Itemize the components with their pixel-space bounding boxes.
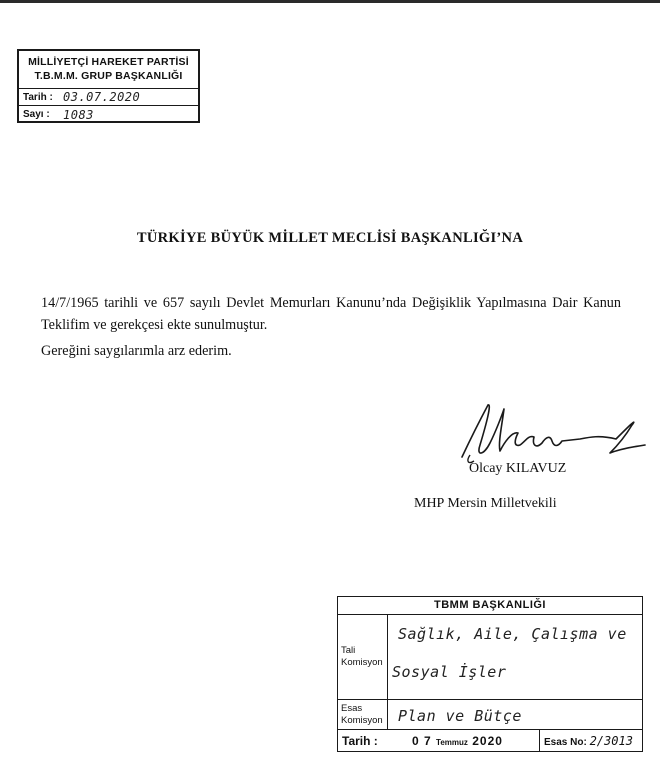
stamp-date-row [19, 89, 198, 106]
party-stamp [17, 49, 200, 123]
tarih-year: 2020 [472, 734, 503, 748]
signer-title: MHP Mersin Milletvekili [414, 496, 557, 511]
tali-komisyon-row [338, 615, 642, 700]
stamp-group-name: T.B.M.M. GRUP BAŞKANLIĞI [34, 70, 183, 82]
esas-value: Plan ve Bütçe [398, 707, 522, 725]
signature-icon [440, 395, 650, 470]
tbmm-box-header: TBMM BAŞKANLIĞI [338, 597, 642, 615]
tbmm-registry-box [337, 596, 643, 752]
tarih-day: 0 7 [412, 734, 432, 748]
stamp-number-value: 1083 [63, 107, 94, 122]
scan-top-edge [0, 0, 660, 3]
letter-paragraph-1: 14/7/1965 tarihli ve 657 sayılı Devlet Memurları Kanunu’nda Değişiklik Yapılmasına Dair Kanun Teklifim ve gerekçesi ekte sunulmuştur. [41, 295, 621, 333]
stamp-number-row [19, 106, 198, 123]
tarih-month: Temmuz [436, 738, 468, 747]
esas-komisyon-row [338, 700, 642, 730]
letter-title: TÜRKİYE BÜYÜK MİLLET MECLİSİ BAŞKANLIĞI’NA [136, 230, 524, 246]
signer-name: Olcay KILAVUZ [469, 461, 567, 476]
stamp-date-label: Tarih : [23, 91, 53, 103]
tali-value-line-2: Sosyal İşler [392, 663, 507, 681]
tarih-value [402, 730, 540, 752]
stamp-header [19, 51, 198, 89]
tali-komisyon-label [338, 615, 388, 699]
stamp-party-name: MİLLİYETÇİ HAREKET PARTİSİ [28, 56, 189, 68]
esas-no [540, 730, 642, 752]
tali-value-line-1: Sağlık, Aile, Çalışma ve [398, 625, 627, 643]
tali-label-line-2: Komisyon [341, 657, 383, 668]
tali-label-line-1: Tali [341, 645, 356, 656]
esas-komisyon-value [388, 700, 642, 729]
tali-komisyon-value [388, 615, 642, 699]
esas-komisyon-label [338, 700, 388, 729]
tarih-label: Tarih : [342, 734, 378, 748]
tarih-row [338, 730, 642, 752]
esas-label-line-1: Esas [341, 702, 363, 714]
letter-paragraph-2: Gereğini saygılarımla arz ederim. [41, 343, 232, 359]
stamp-number-label: Sayı : [23, 109, 50, 120]
esas-label-line-2: Komisyon [341, 714, 383, 726]
esas-no-label: Esas No: [544, 737, 587, 748]
esas-no-value: 2/3013 [589, 734, 633, 748]
stamp-date-value: 03.07.2020 [63, 90, 141, 104]
